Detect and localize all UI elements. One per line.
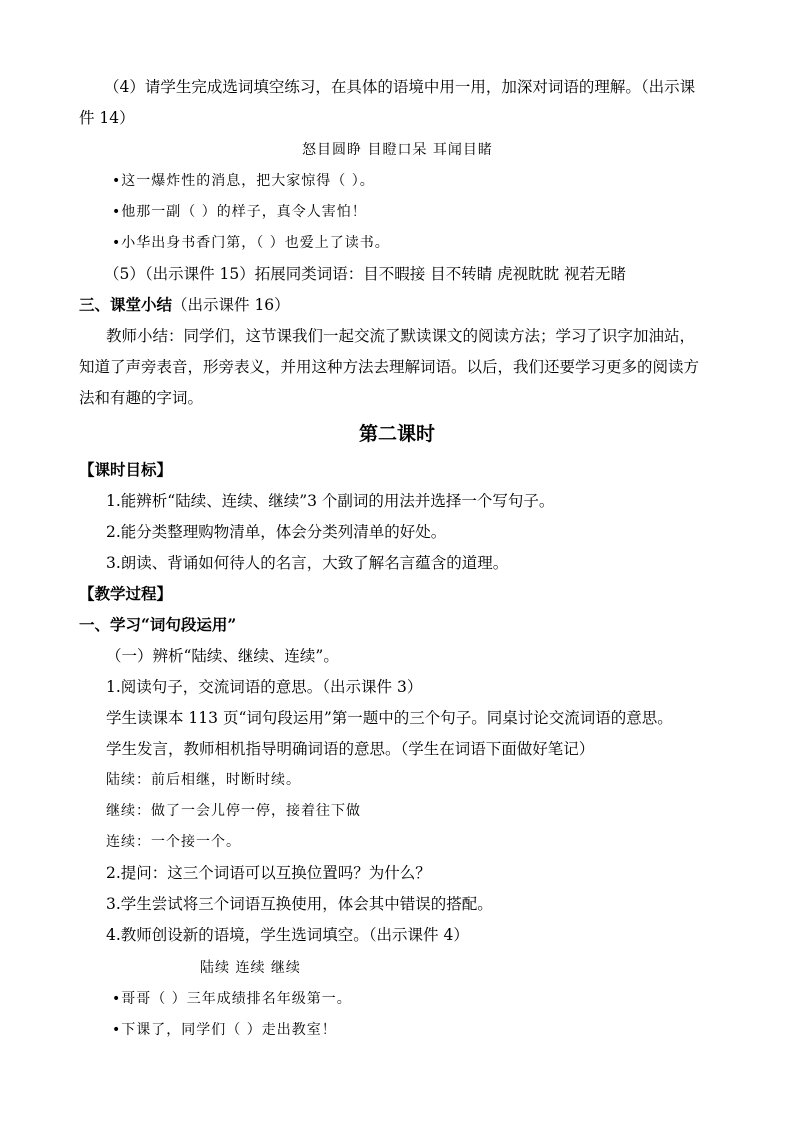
step4-line1: （4）请学生完成选词填空练习，在具体的语境中用一用，加深对词语的理解。（出示课 — [104, 78, 696, 96]
definition-3: 连续：一个接一个。 — [106, 834, 241, 850]
fill-in-sentence-5: •下课了，同学们（ ）走出教室！ — [112, 1022, 337, 1038]
step-4: 4.教师创设新的语境，学生选词填空。（出示课件 4） — [106, 926, 469, 944]
section3-heading-line — [79, 295, 290, 315]
paragraph-1: 学生读课本 113 页“词句段运用”第一题中的三个句子。同桌讨论交流词语的意思。 — [106, 709, 673, 727]
step5-extension: （5）（出示课件 15）拓展同类词语：目不暇接 目不转睛 虎视眈眈 视若无睹 — [104, 265, 627, 283]
process-heading: 【教学过程】 — [79, 584, 173, 603]
word-choices-1: 怒目圆睁 目瞪口呆 耳闻目睹 — [302, 142, 493, 158]
goal-1: 1.能辨析“陆续、连续、继续”3 个副词的用法并选择一个写句子。 — [106, 492, 555, 510]
subsection-1: （一）辨析“陆续、继续、连续”。 — [106, 647, 339, 665]
fill-in-sentence-2: •他那一副（ ）的样子，真令人害怕！ — [112, 204, 367, 220]
fill-in-sentence-1: •这一爆炸性的消息，把大家惊得（ ）。 — [112, 173, 375, 189]
lesson2-title: 第二课时 — [358, 423, 435, 445]
step-3: 3.学生尝试将三个词语互换使用，体会其中错误的搭配。 — [106, 895, 493, 913]
definition-1: 陆续：前后相继，时断时续。 — [106, 772, 301, 788]
step-2: 2.提问：这三个词语可以互换位置吗？为什么？ — [106, 864, 431, 882]
section3-heading: 三、课堂小结 — [79, 295, 173, 314]
word-choices-2: 陆续 连续 继续 — [200, 960, 301, 976]
summary-line1: 教师小结：同学们，这节课我们一起交流了默读课文的阅读方法；学习了识字加油站， — [106, 327, 696, 345]
summary-line2: 知道了声旁表音，形旁表义，并用这种方法去理解词语。以后，我们还要学习更多的阅读方 — [79, 358, 700, 376]
summary-line3: 法和有趣的字词。 — [79, 389, 204, 407]
section3-note: （出示课件 16） — [172, 296, 290, 314]
definition-2: 继续：做了一会儿停一停，接着往下做 — [106, 803, 361, 819]
goal-2: 2.能分类整理购物清单，体会分类列清单的好处。 — [106, 523, 447, 541]
fill-in-sentence-4: •哥哥（ ）三年成绩排名年级第一。 — [112, 991, 352, 1007]
goals-heading: 【课时目标】 — [79, 460, 173, 479]
section1-heading: 一、学习“词句段运用” — [79, 615, 237, 634]
fill-in-sentence-3: •小华出身书香门第，（ ）也爱上了读书。 — [112, 235, 390, 251]
paragraph-2: 学生发言，教师相机指导明确词语的意思。（学生在词语下面做好笔记） — [106, 740, 595, 758]
goal-3: 3.朗读、背诵如何待人的名言，大致了解名言蕴含的道理。 — [106, 554, 509, 572]
step-1: 1.阅读句子，交流词语的意思。（出示课件 3） — [106, 678, 423, 696]
step4-line2: 件 14） — [79, 109, 135, 127]
